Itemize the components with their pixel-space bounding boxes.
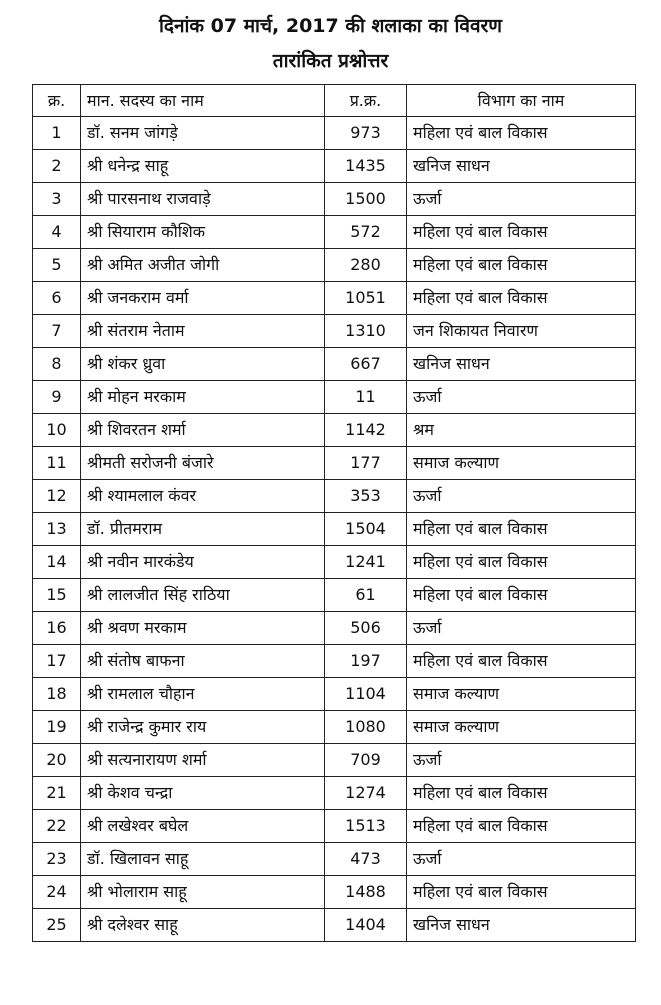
department-cell: महिला एवं बाल विकास	[407, 117, 636, 150]
question-number-cell: 1080	[325, 711, 407, 744]
serial-number-cell: 25	[33, 909, 81, 942]
table-row	[33, 909, 636, 942]
serial-number-cell: 18	[33, 678, 81, 711]
question-number-cell: 1310	[325, 315, 407, 348]
table-row	[33, 678, 636, 711]
department-cell: ऊर्जा	[407, 612, 636, 645]
page-subtitle: तारांकित प्रश्नोत्तर	[272, 50, 389, 72]
table-row	[33, 876, 636, 909]
member-name-cell: श्री रामलाल चौहान	[81, 678, 325, 711]
question-number-cell: 1513	[325, 810, 407, 843]
question-number-cell: 667	[325, 348, 407, 381]
serial-number-cell: 23	[33, 843, 81, 876]
member-name-cell: डॉ. प्रीतमराम	[81, 513, 325, 546]
serial-number-cell: 6	[33, 282, 81, 315]
question-number-cell: 1504	[325, 513, 407, 546]
question-number-cell: 1500	[325, 183, 407, 216]
serial-number-cell: 16	[33, 612, 81, 645]
serial-number-cell: 7	[33, 315, 81, 348]
member-name-cell: श्री श्यामलाल कंवर	[81, 480, 325, 513]
serial-number-cell: 2	[33, 150, 81, 183]
member-name-cell: श्री जनकराम वर्मा	[81, 282, 325, 315]
department-cell: खनिज साधन	[407, 348, 636, 381]
question-number-cell: 1142	[325, 414, 407, 447]
page-title: दिनांक 07 मार्च, 2017 की शलाका का विवरण	[158, 15, 503, 37]
table-row	[33, 843, 636, 876]
department-cell: समाज कल्याण	[407, 711, 636, 744]
member-name-cell: श्री नवीन मारकंडेय	[81, 546, 325, 579]
table-row	[33, 810, 636, 843]
department-cell: महिला एवं बाल विकास	[407, 579, 636, 612]
department-cell: खनिज साधन	[407, 909, 636, 942]
table-row	[33, 777, 636, 810]
table-row	[33, 348, 636, 381]
member-name-cell: श्री मोहन मरकाम	[81, 381, 325, 414]
department-cell: ऊर्जा	[407, 480, 636, 513]
member-name-cell: श्री दलेश्वर साहू	[81, 909, 325, 942]
serial-number-cell: 21	[33, 777, 81, 810]
member-name-cell: श्री सत्यनारायण शर्मा	[81, 744, 325, 777]
department-cell: महिला एवं बाल विकास	[407, 777, 636, 810]
question-number-cell: 1051	[325, 282, 407, 315]
question-number-cell: 1435	[325, 150, 407, 183]
member-name-cell: श्री संतराम नेताम	[81, 315, 325, 348]
question-number-cell: 1104	[325, 678, 407, 711]
table-row	[33, 447, 636, 480]
table-row	[33, 612, 636, 645]
column-header-question-number: प्र.क्र.	[325, 85, 407, 117]
member-name-cell: श्री अमित अजीत जोगी	[81, 249, 325, 282]
table-header-row	[33, 85, 636, 117]
table-row	[33, 216, 636, 249]
question-number-cell: 709	[325, 744, 407, 777]
table-row	[33, 711, 636, 744]
department-cell: खनिज साधन	[407, 150, 636, 183]
department-cell: महिला एवं बाल विकास	[407, 249, 636, 282]
member-name-cell: श्री लखेश्वर बघेल	[81, 810, 325, 843]
question-number-cell: 177	[325, 447, 407, 480]
table-row	[33, 381, 636, 414]
question-number-cell: 1241	[325, 546, 407, 579]
member-name-cell: श्री संतोष बाफना	[81, 645, 325, 678]
member-name-cell: श्री राजेन्द्र कुमार राय	[81, 711, 325, 744]
department-cell: ऊर्जा	[407, 183, 636, 216]
serial-number-cell: 12	[33, 480, 81, 513]
department-cell: महिला एवं बाल विकास	[407, 645, 636, 678]
question-number-cell: 11	[325, 381, 407, 414]
question-number-cell: 1274	[325, 777, 407, 810]
serial-number-cell: 11	[33, 447, 81, 480]
member-name-cell: श्री पारसनाथ राजवाड़े	[81, 183, 325, 216]
member-name-cell: श्री सियाराम कौशिक	[81, 216, 325, 249]
table-row	[33, 414, 636, 447]
member-name-cell: श्री श्रवण मरकाम	[81, 612, 325, 645]
serial-number-cell: 13	[33, 513, 81, 546]
serial-number-cell: 14	[33, 546, 81, 579]
member-name-cell: श्रीमती सरोजनी बंजारे	[81, 447, 325, 480]
serial-number-cell: 3	[33, 183, 81, 216]
table-row	[33, 249, 636, 282]
table-row	[33, 150, 636, 183]
department-cell: ऊर्जा	[407, 843, 636, 876]
column-header-serial: क्र.	[33, 85, 81, 117]
serial-number-cell: 15	[33, 579, 81, 612]
department-cell: ऊर्जा	[407, 744, 636, 777]
table-row	[33, 579, 636, 612]
column-header-member-name: मान. सदस्य का नाम	[81, 85, 325, 117]
member-name-cell: डॉ. सनम जांगड़े	[81, 117, 325, 150]
department-cell: समाज कल्याण	[407, 678, 636, 711]
department-cell: समाज कल्याण	[407, 447, 636, 480]
member-name-cell: श्री लालजीत सिंह राठिया	[81, 579, 325, 612]
question-number-cell: 61	[325, 579, 407, 612]
member-name-cell: श्री धनेन्द्र साहू	[81, 150, 325, 183]
question-number-cell: 353	[325, 480, 407, 513]
member-name-cell: श्री केशव चन्द्रा	[81, 777, 325, 810]
question-number-cell: 506	[325, 612, 407, 645]
question-number-cell: 280	[325, 249, 407, 282]
question-number-cell: 572	[325, 216, 407, 249]
table-row	[33, 117, 636, 150]
serial-number-cell: 1	[33, 117, 81, 150]
serial-number-cell: 22	[33, 810, 81, 843]
question-number-cell: 1488	[325, 876, 407, 909]
member-name-cell: श्री भोलाराम साहू	[81, 876, 325, 909]
table-row	[33, 282, 636, 315]
table-body	[33, 117, 636, 942]
member-name-cell: श्री शंकर ध्रुवा	[81, 348, 325, 381]
department-cell: महिला एवं बाल विकास	[407, 513, 636, 546]
member-name-cell: डॉ. खिलावन साहू	[81, 843, 325, 876]
serial-number-cell: 17	[33, 645, 81, 678]
question-number-cell: 197	[325, 645, 407, 678]
serial-number-cell: 4	[33, 216, 81, 249]
serial-number-cell: 10	[33, 414, 81, 447]
table-row	[33, 744, 636, 777]
serial-number-cell: 24	[33, 876, 81, 909]
department-cell: ऊर्जा	[407, 381, 636, 414]
serial-number-cell: 20	[33, 744, 81, 777]
table-row	[33, 546, 636, 579]
department-cell: महिला एवं बाल विकास	[407, 282, 636, 315]
table-row	[33, 513, 636, 546]
question-number-cell: 973	[325, 117, 407, 150]
table-row	[33, 183, 636, 216]
department-cell: श्रम	[407, 414, 636, 447]
department-cell: महिला एवं बाल विकास	[407, 810, 636, 843]
table-row	[33, 315, 636, 348]
department-cell: महिला एवं बाल विकास	[407, 546, 636, 579]
column-header-department: विभाग का नाम	[407, 85, 636, 117]
member-name-cell: श्री शिवरतन शर्मा	[81, 414, 325, 447]
table-row	[33, 645, 636, 678]
question-number-cell: 473	[325, 843, 407, 876]
serial-number-cell: 19	[33, 711, 81, 744]
serial-number-cell: 8	[33, 348, 81, 381]
table-row	[33, 480, 636, 513]
department-cell: महिला एवं बाल विकास	[407, 876, 636, 909]
members-table	[32, 84, 636, 942]
serial-number-cell: 5	[33, 249, 81, 282]
serial-number-cell: 9	[33, 381, 81, 414]
department-cell: जन शिकायत निवारण	[407, 315, 636, 348]
question-number-cell: 1404	[325, 909, 407, 942]
department-cell: महिला एवं बाल विकास	[407, 216, 636, 249]
